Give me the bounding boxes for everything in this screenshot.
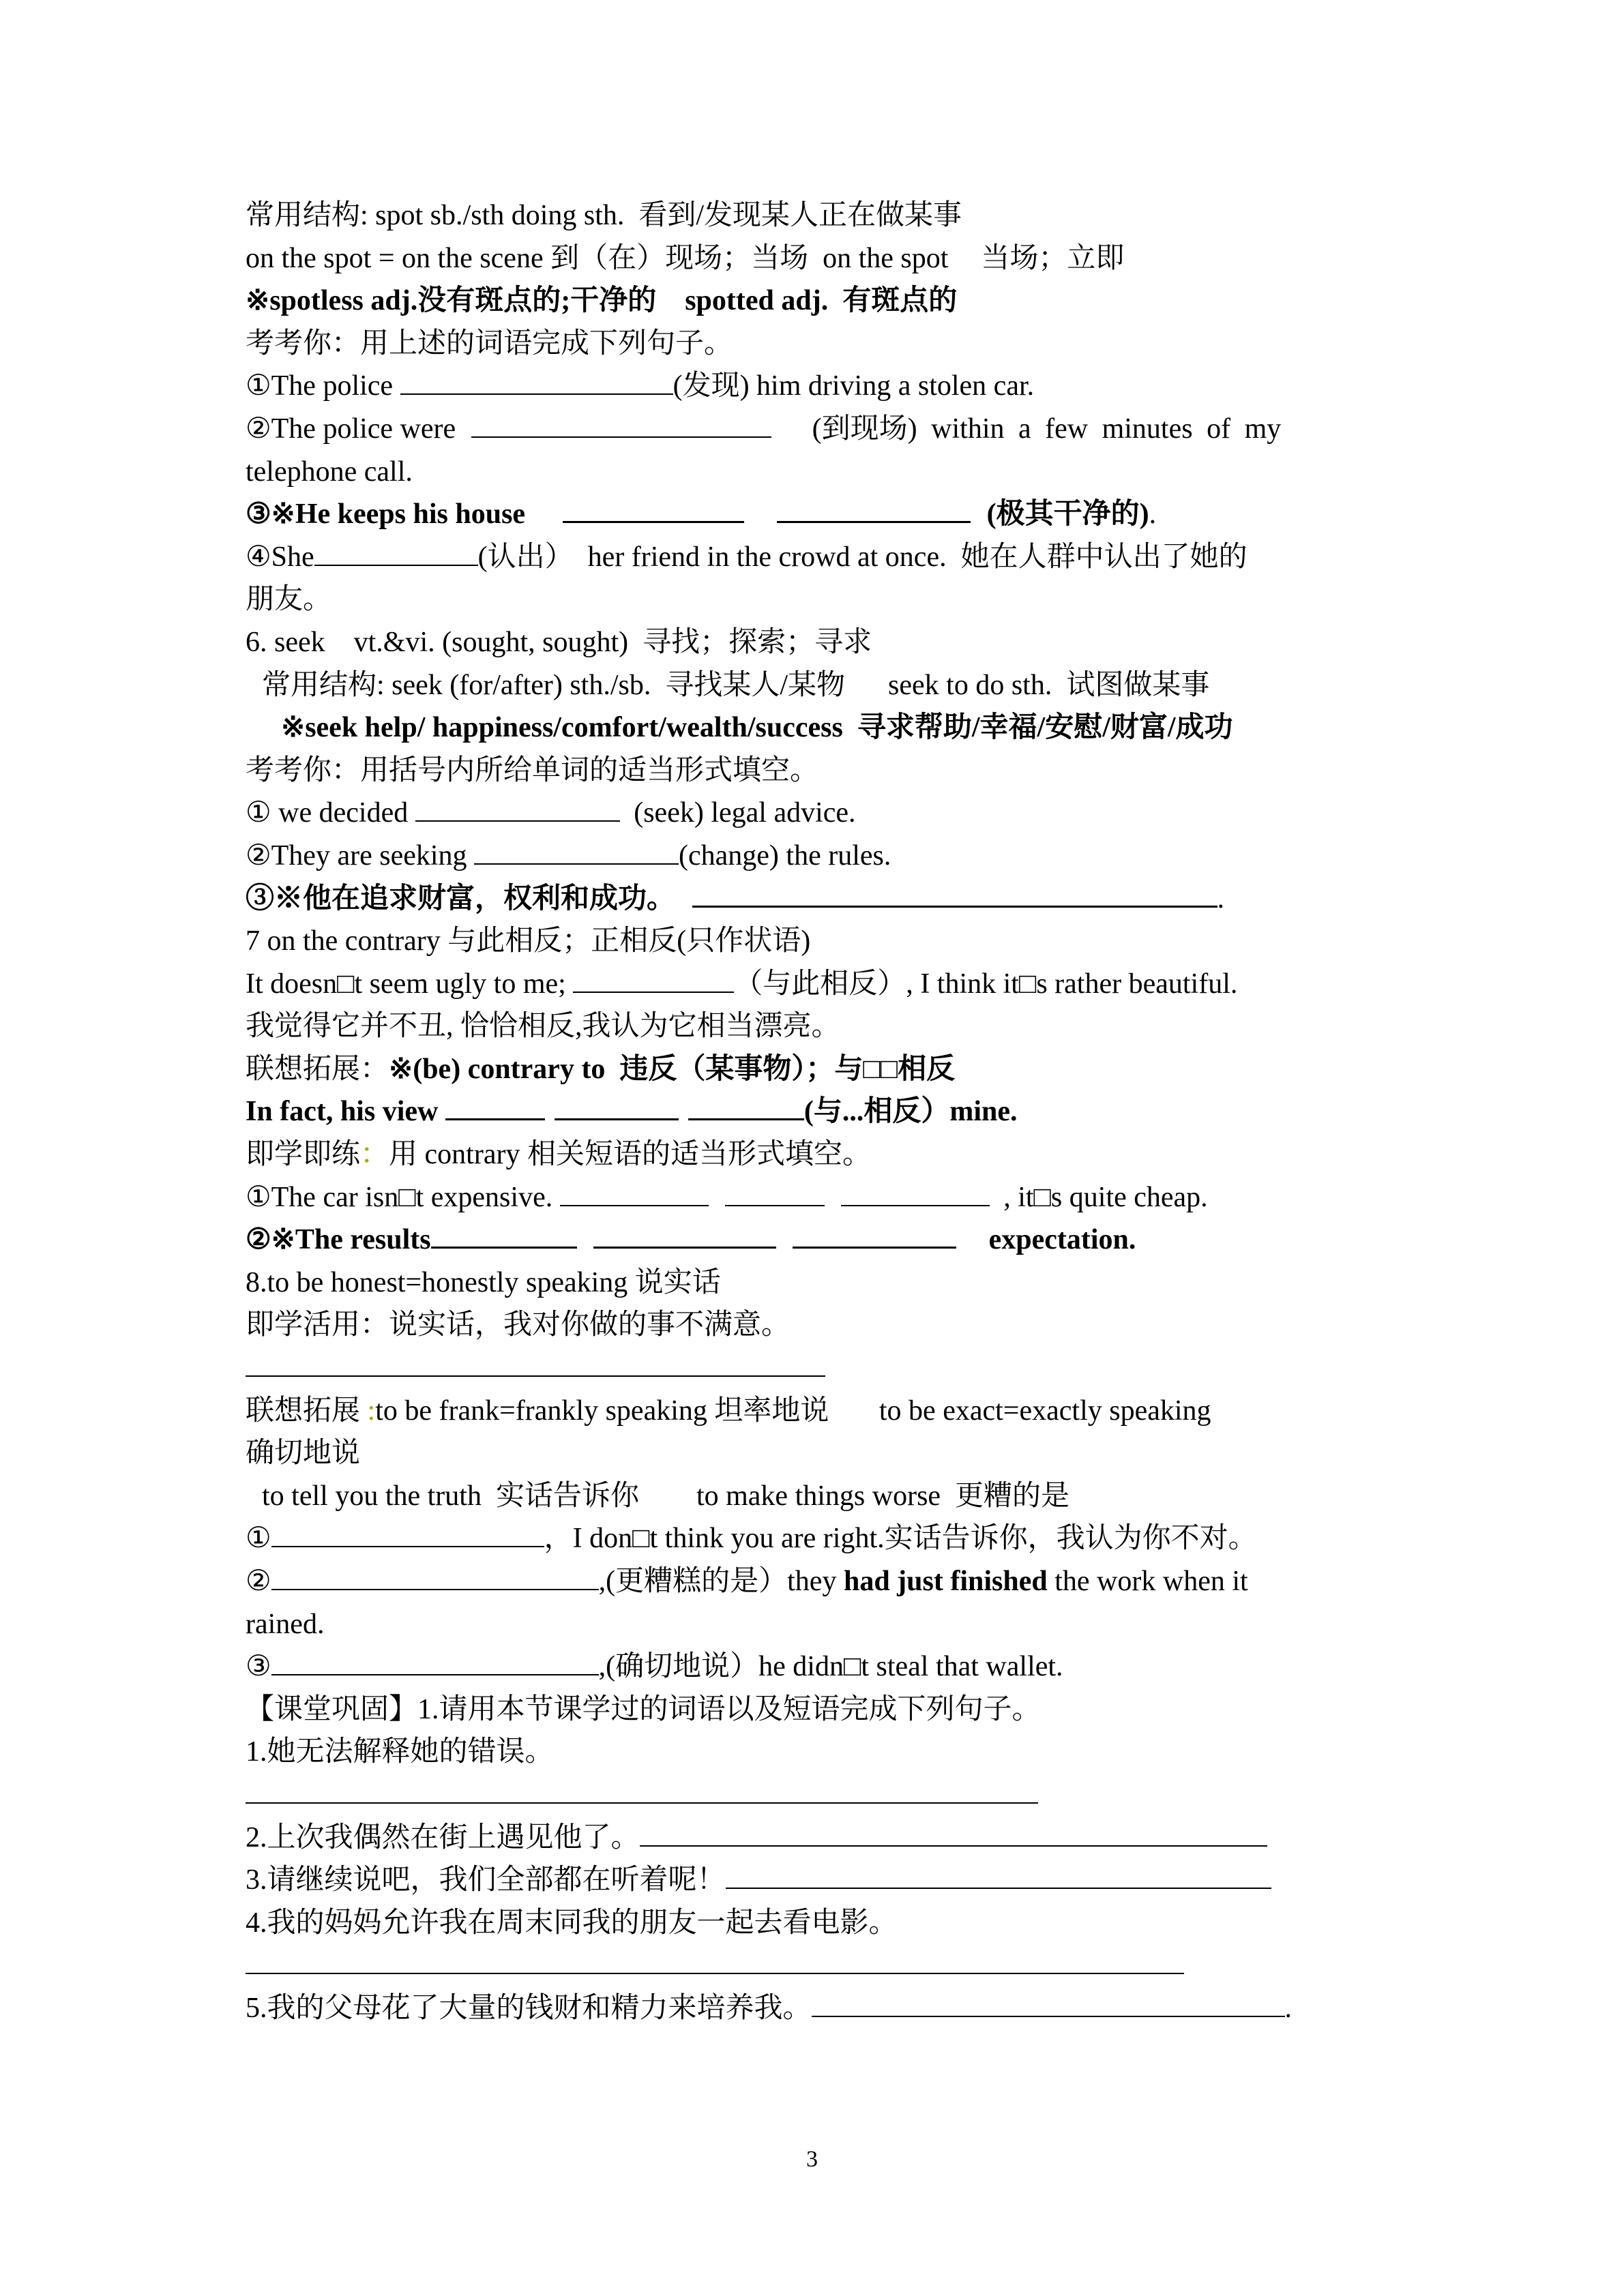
answer-blank[interactable] [474, 839, 679, 865]
answer-blank[interactable] [841, 1180, 990, 1206]
text-line: telephone call. [246, 456, 413, 488]
text-line: It doesn□t seem ugly to me; （与此相反）, I think it□s rather beautiful. [246, 968, 1238, 1000]
exercise-line: ①The car isn□t expensive. , it□s quite cheap. [246, 1181, 1208, 1213]
answer-blank[interactable] [560, 1180, 709, 1206]
text-line: ※seek help/ happiness/comfort/wealth/success 寻求帮助/幸福/安慰/财富/成功 [281, 712, 1233, 744]
answer-blank[interactable] [726, 1863, 1271, 1889]
answer-blank[interactable] [271, 1521, 544, 1547]
exercise-line: 3.请继续说吧，我们全部都在听着呢！ [246, 1859, 1386, 1902]
answer-blank[interactable] [777, 496, 971, 523]
answer-blank[interactable] [246, 1351, 825, 1377]
answer-blank[interactable] [246, 1948, 1184, 1974]
exercise-line: ③※他在追求财富，权利和成功。 . [246, 878, 1386, 921]
answer-blank[interactable] [812, 1991, 1285, 2017]
exercise-line: ① ，I don□t think you are right.实话告诉你，我认为你不对。 [246, 1523, 1257, 1555]
text-line: 4.我的妈妈允许我在周末同我的朋友一起去看电影。 [246, 1907, 898, 1939]
text-line: 1.她无法解释她的错误。 [246, 1736, 554, 1768]
answer-blank[interactable] [688, 1094, 804, 1120]
text-line: 确切地说 [246, 1437, 361, 1470]
answer-blank[interactable] [563, 496, 744, 523]
answer-blank[interactable] [793, 1222, 956, 1249]
exercise-line: In fact, his view (与...相反）mine. [246, 1090, 1386, 1133]
exercise-line: ①The police (发现) him driving a stolen car. [246, 370, 1035, 402]
text-line: 常用结构: seek (for/after) sth./sb. 寻找某人/某物 seek to do sth. 试图做某事 [262, 669, 1210, 701]
answer-blank[interactable] [445, 1094, 545, 1120]
exercise-line: 5.我的父母花了大量的钱财和精力来培养我。 . [246, 1992, 1293, 2024]
page-number: 3 [806, 2147, 818, 2172]
answer-blank[interactable] [725, 1180, 825, 1206]
text-line: on the spot = on the scene 到（在）现场；当场 on the spot 当场；立即 [246, 242, 1125, 274]
section-heading: 8.to be honest=honestly speaking 说实话 [246, 1266, 721, 1298]
answer-blank[interactable] [271, 1564, 599, 1590]
answer-blank[interactable] [246, 1778, 1038, 1804]
answer-blank[interactable] [640, 1821, 1267, 1847]
exercise-line: ② ,(更糟糕的是）they had just finished the work when it [246, 1566, 1248, 1597]
exercise-line: ②They are seeking (change) the rules. [246, 839, 891, 871]
answer-blank[interactable] [593, 1222, 776, 1249]
section-heading: 【课堂巩固】1.请用本节课学过的词语以及短语完成下列句子。 [246, 1693, 1041, 1725]
exercise-line [246, 1774, 1386, 1817]
answer-blank[interactable] [314, 540, 478, 566]
text-line: 考考你：用上述的词语完成下列句子。 [246, 327, 733, 359]
exercise-line [246, 1347, 1386, 1390]
exercise-line: ②※The results expectation. [246, 1219, 1386, 1262]
text-line: 即学即练：用 contrary 相关短语的适当形式填空。 [246, 1139, 871, 1171]
document-body [246, 194, 1386, 2030]
text-line: rained. [246, 1608, 325, 1640]
section-heading: 6. seek vt.&vi. (sought, sought) 寻找；探索；寻求 [246, 626, 872, 658]
answer-blank[interactable] [431, 1222, 577, 1249]
text-line: 即学活用：说实话，我对你做的事不满意。 [246, 1309, 791, 1341]
answer-blank[interactable] [692, 881, 1217, 908]
text-line: to tell you the truth 实话告诉你 to make things worse 更糟的是 [262, 1480, 1070, 1512]
text-line: ※spotless adj.没有斑点的;干净的 spotted adj. 有斑点的 [246, 285, 958, 317]
exercise-line: ③ ,(确切地说）he didn□t steal that wallet. [246, 1651, 1063, 1683]
answer-blank[interactable] [573, 967, 734, 993]
text-line: 联想拓展 :to be frank=frankly speaking 坦率地说 to be exact=exactly speaking [246, 1395, 1211, 1427]
text-line: 联想拓展：※(be) contrary to 违反（某事物）；与□□相反 [246, 1053, 956, 1085]
text-line: 考考你：用括号内所给单词的适当形式填空。 [246, 754, 819, 786]
exercise-line: ① we decided (seek) legal advice. [246, 797, 856, 829]
exercise-line: ④She (认出） her friend in the crowd at once. 她在人群中认出了她的 [246, 541, 1247, 573]
answer-blank[interactable] [400, 369, 673, 395]
answer-blank[interactable] [555, 1094, 679, 1120]
text-line: 我觉得它并不丑, 恰恰相反,我认为它相当漂亮。 [246, 1011, 840, 1043]
exercise-line [246, 1944, 1386, 1987]
section-heading: 7 on the contrary 与此相反；正相反(只作状语) [246, 925, 811, 957]
text-line: 常用结构: spot sb./sth doing sth. 看到/发现某人正在做某事 [246, 200, 962, 231]
exercise-line: ③※He keeps his house (极其干净的). [246, 493, 1386, 536]
exercise-line: 2.上次我偶然在街上遇见他了。 [246, 1817, 1386, 1860]
answer-blank[interactable] [271, 1650, 599, 1675]
text-line: 朋友。 [246, 584, 332, 616]
answer-blank[interactable] [415, 796, 620, 822]
answer-blank[interactable] [471, 412, 771, 438]
exercise-line: ②The police were (到现场) within a few minutes of my [246, 413, 1282, 445]
